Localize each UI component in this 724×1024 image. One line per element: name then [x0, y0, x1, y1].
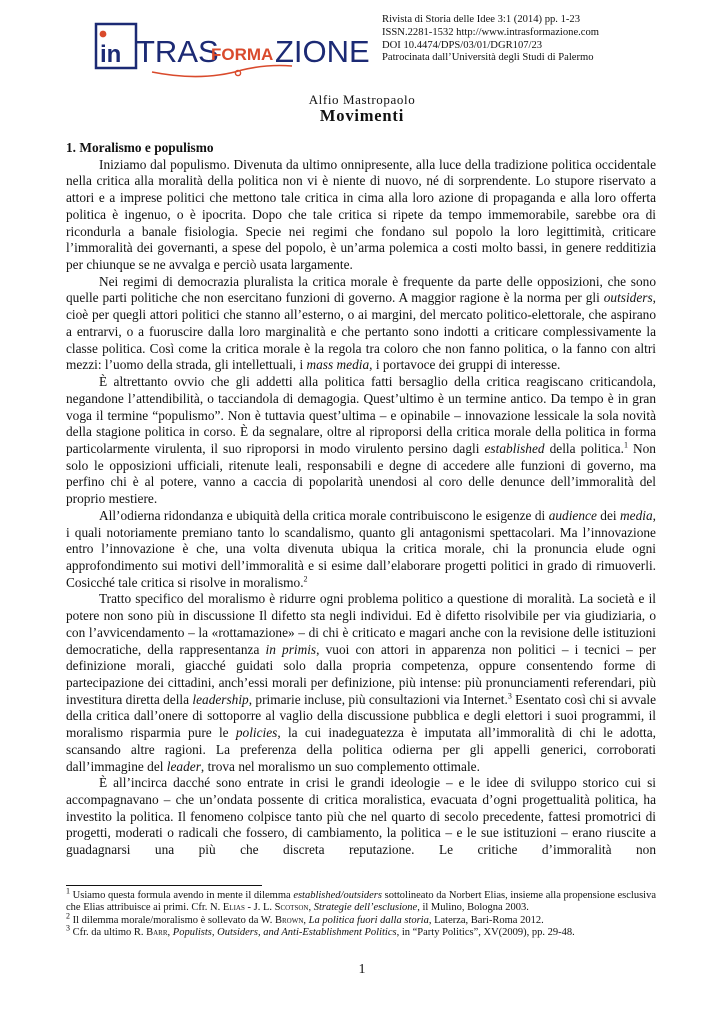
text-run: , — [308, 902, 314, 914]
text-run: , — [303, 914, 309, 926]
text-run: dei — [596, 507, 621, 523]
text-run: della politica. — [544, 440, 624, 456]
italic-run: La politica fuori dalla storia — [308, 914, 429, 926]
text-run: sottolineato da Norbert Elias, insieme alla propensione esclusiva che Elias attribuisce ai primi. Cfr. N. — [66, 890, 656, 914]
paragraph — [66, 374, 656, 508]
page-number: 1 — [358, 962, 366, 977]
paragraph: È all’incirca dacché sono entrate in crisi le grandi ideologie – e le idee di sviluppo storico cui si accompagnavano – che un’ondata possente di critica moralistica, evacuata d’ogni progettualità politica, ha investito la politica. Il fenomeno colpisce tanto più che nel quarto di secolo precedente, fattesi promotrici di progetti, moderati o radicali che fossero, di cambiamento, la politica – e le sue istituzioni – erano riuscite a guadagnarsi una più che discreta reputazione. Le critiche d’immoralità non — [66, 775, 656, 858]
footnote-number: 1 — [66, 886, 70, 896]
intrasformazione-logo — [92, 20, 370, 82]
smallcaps-run: Barr — [146, 927, 168, 939]
text-run: , trova nel moralismo un suo complemento ottimale. — [200, 758, 480, 774]
italic-run: leadership — [192, 691, 249, 707]
footnote-ref[interactable]: 1 — [623, 440, 628, 450]
italic-run: in primis — [265, 641, 317, 657]
italic-run: audience — [548, 507, 597, 523]
italic-run: Populists, Outsiders, and Anti-Establishment Politics — [172, 927, 397, 939]
journal-meta-line: DOI 10.4474/DPS/03/01/DGR107/23 — [382, 39, 543, 51]
text-run: Cfr. da ultimo R. — [70, 927, 147, 939]
text-run: Tratto specifico del moralismo è ridurre ogni problema politico a questione di moralità. La società e il potere non sono più in discussione Il difetto sta negli individui. Ed è difetto risolvibile per via giudiziaria, o con l’avvicendamento – la «rottamazione» – di chi è criticato e magari anche con la revisione delle istituzioni democratiche, della rappresentanza — [66, 591, 656, 657]
italic-run: mass media — [306, 357, 370, 373]
italic-run: established — [484, 440, 545, 456]
footnote-number: 2 — [66, 911, 70, 921]
footnote-2 — [66, 911, 656, 927]
italic-run: outsiders — [603, 290, 653, 306]
footnote-ref[interactable]: 2 — [303, 574, 308, 584]
text-run: Usiamo questa formula avendo in mente il dilemma — [70, 890, 294, 901]
italic-run: policies — [235, 725, 278, 741]
italic-run: established/outsiders — [293, 890, 382, 901]
footnotes — [66, 886, 656, 940]
italic-run: Strategie dell’esclusione — [313, 902, 418, 914]
text-run: Non solo le opposizioni ufficiali, ritenute leali, responsabili e degne di accedere alle funzioni di governo, ma perfino chi è al potere, vanno a caccia di popolarità unendosi al coro delle denunce dell’immoralità del proprio mestiere. — [66, 440, 656, 507]
footnote-separator — [66, 885, 262, 886]
text-run: , vuoi con attori in apparenza non politici – i tecnici – per definizione morali, giacché guidati solo dalla propria competenza, oppure consentendo forme di partecipazione dei cittadini, anch’essi morali per definizione, più intense: più pronunciamenti referendari, più investitura diretta della — [66, 641, 657, 707]
text-run: Esentato così chi si avvale della critica dall’onere di sottoporre al vaglio della discussione pubblica e degli elettori i suoi programmi, il moralismo risparmia pure le — [66, 691, 656, 741]
journal-meta — [382, 14, 682, 65]
footnote-ref[interactable]: 3 — [507, 691, 512, 701]
smallcaps-run: Scotson — [274, 902, 309, 914]
text-run: Nei regimi di democrazia pluralista la critica morale è frequente da parte delle opposizioni, che sono quelle parti politiche che non esercitano funzioni di governo. A maggior ragione è la norma per gli — [66, 273, 656, 306]
text-run: Il dilemma morale/moralismo è sollevato da W. — [70, 914, 275, 926]
logo-forma: FORMA — [211, 45, 274, 64]
text-run: , il Mulino, Bologna 2003. — [417, 902, 529, 914]
italic-run: leader — [166, 758, 201, 774]
footnote-1 — [66, 886, 656, 915]
paragraph — [66, 508, 656, 592]
section-heading: 1. Moralismo e populismo — [66, 140, 214, 155]
logo-zione: ZIONE — [275, 34, 370, 69]
journal-meta-line: Rivista di Storia delle Idee 3:1 (2014) pp. 1-23 — [382, 14, 581, 25]
text-run: All’odierna ridondanza e ubiquità della critica morale contribuiscono le esigenze di — [99, 507, 549, 523]
logo-tras: TRAS — [136, 34, 219, 69]
text-run: , in “Party Politics”, XV(2009), pp. 29-48. — [396, 927, 575, 939]
article-author: Alfio Mastropaolo — [308, 92, 416, 107]
paragraph: Iniziamo dal populismo. Divenuta da ultimo onnipresente, alla luce della tradizione politica occidentale nella critica alla moralità della politica non vi è niente di nuovo, né di sorprendente. Lo stupore riservato a attori e a imprese politici che mettono tale critica in cima alla loro azione di propaganda e alla loro offerta politica è ingenuo, o è ipocrita. Dopo che tale critica si ripete da tempo immemorabile, sarebbe ora di ricondurla a banale fisiologia. Specie nei regimi che fondano sul popolo la loro legittimità, criticare l’immoralità dei governanti, a spese del popolo, è un’arma polemica a costi molto bassi, in genere redditizia per chiunque se ne avvalga e perciò usata largamente. — [66, 156, 656, 273]
text-run: , Laterza, Bari-Roma 2012. — [428, 914, 544, 926]
article-title: Movimenti — [319, 106, 405, 125]
logo-dot — [100, 31, 107, 38]
footnote-3 — [66, 923, 656, 939]
text-run: , i portavoce dei gruppi di interesse. — [369, 357, 561, 373]
text-run: , primarie incluse, più consultazioni via Internet. — [248, 691, 508, 707]
paragraph — [66, 591, 656, 775]
text-run: - J. L. — [244, 902, 275, 914]
smallcaps-run: Brown — [275, 914, 304, 926]
journal-meta-line: Patrocinata dall’Università degli Studi di Palermo — [382, 52, 594, 64]
paragraph — [66, 274, 656, 374]
italic-run: media — [620, 507, 653, 523]
text-run: , i quali notoriamente premiano tanto lo scandalismo, quanto gli antagonismi spettacolari. Ma l’innovazione entro l’innovazione è che, una volta divenuta ubiqua la critica morale, chi la pronuncia elude ogni approfondimento sui motivi dell’immoralità e si esime dall’elaborare progetti politici in grado di rimuoverli. Cosicché tale critica si risolve in moralismo. — [66, 507, 656, 590]
smallcaps-run: Elias — [222, 902, 245, 914]
text-run: , — [167, 927, 173, 939]
logo-in: in — [100, 41, 122, 68]
journal-meta-line: ISSN.2281-1532 http://www.intrasformazione.com — [382, 26, 600, 38]
footnote-number: 3 — [66, 923, 70, 933]
text-run: , cioè per quegli attori politici che stanno all’esterno, o ai margini, del mercato politico-elettorale, che aspirano a entrarvi, o a fuoruscire dalla loro marginalità e che pertanto sono indotti a criticare complessivamente la classe politica. Così come la critica morale è la regola tra coloro che non fanno politica, o la fanno con altri mezzi: l’uomo della strada, gli intellettuali, i — [66, 290, 656, 373]
text-run: È altrettanto ovvio che gli addetti alla politica fatti bersaglio della critica reagiscano criticandola, negandone l’attendibilità, o tacciandola di demagogia. Quest’ultimo è un termine antico. Da tempo è in gran voga il termine “populismo”. Non è tuttavia quest’ultima – e opinabile – innovazione lessicale la sola novità della stagione politica in corso. È da segnalare, oltre al riproporsi della critica morale della politica in forma particolarmente virulenta, il suo riproporsi in modo virulento persino dagli — [66, 374, 656, 456]
article-body — [66, 140, 656, 859]
text-run: , la cui inadeguatezza è imputata all’immoralità di chi le adotta, scansando altre ragioni. La preferenza della politica odierna per gli appelli generici, corroborati dall’immagine del — [66, 725, 656, 774]
